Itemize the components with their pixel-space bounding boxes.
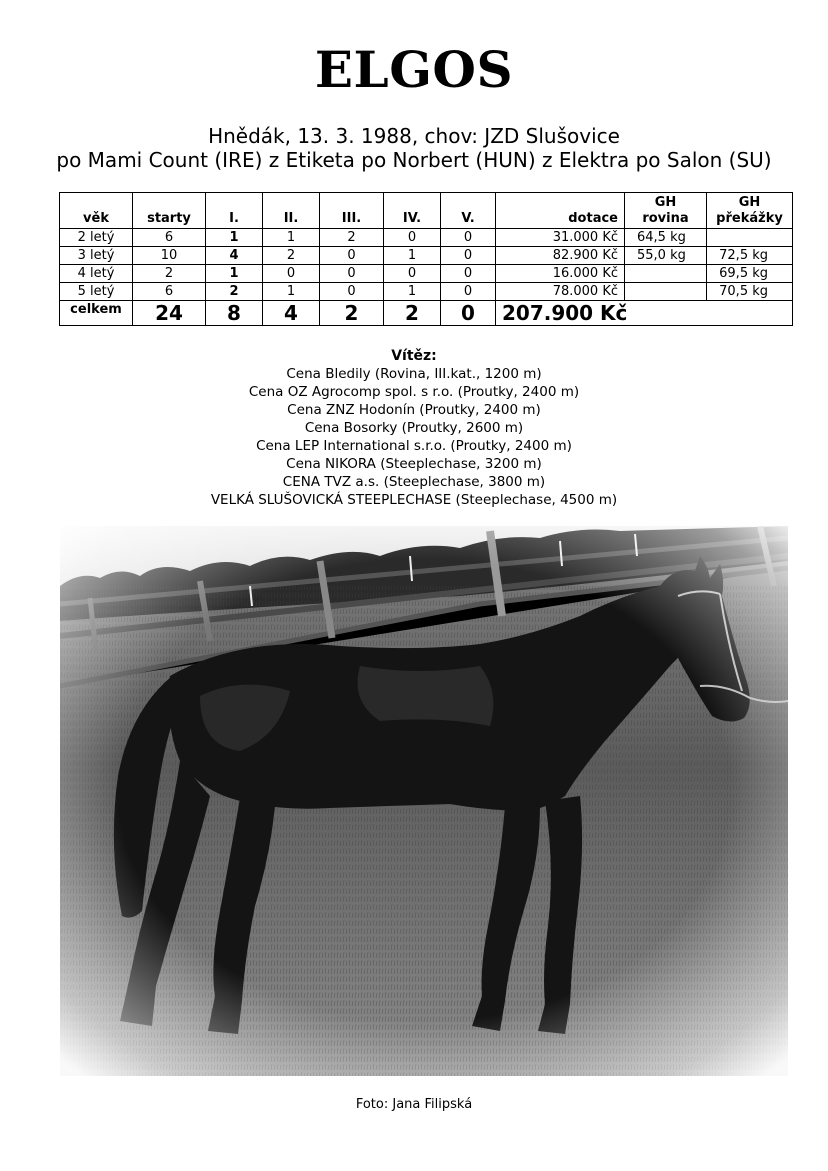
cell-age: 5 letý	[60, 283, 133, 301]
cell-prize: 78.000 Kč	[496, 283, 625, 301]
race-win: Cena Bosorky (Proutky, 2600 m)	[304, 420, 524, 436]
winners-heading: Vítěz:	[391, 348, 437, 364]
table-header-row	[60, 193, 793, 229]
cell-gh-jump: 70,5 kg	[707, 283, 793, 301]
photo-vignette	[60, 526, 788, 1076]
race-win: Cena LEP International s.r.o. (Proutky, 2400 m)	[256, 438, 572, 454]
total-third: 2	[320, 301, 384, 326]
total-label: celkem	[60, 301, 133, 326]
cell-gh-flat	[625, 265, 707, 283]
header-fifth: V.	[441, 193, 496, 229]
table-row	[60, 265, 793, 283]
total-fifth: 0	[441, 301, 496, 326]
cell-gh-jump	[707, 229, 793, 247]
winners-section	[0, 347, 828, 509]
cell-fourth: 0	[384, 229, 441, 247]
race-win: Cena OZ Agrocomp spol. s r.o. (Proutky, 2400 m)	[248, 384, 580, 400]
cell-age: 4 letý	[60, 265, 133, 283]
cell-first: 1	[206, 229, 263, 247]
table-total-row	[60, 301, 793, 326]
header-gh-jump-line2: překážky	[716, 211, 783, 226]
header-age: věk	[60, 193, 133, 229]
header-fourth: IV.	[384, 193, 441, 229]
cell-starts: 6	[133, 229, 206, 247]
cell-gh-flat: 55,0 kg	[625, 247, 707, 265]
racing-record-table	[59, 192, 793, 326]
horse-photo	[60, 526, 788, 1076]
cell-fourth: 0	[384, 265, 441, 283]
cell-fifth: 0	[441, 247, 496, 265]
cell-second: 0	[263, 265, 320, 283]
header-gh-flat-line2: rovina	[642, 211, 689, 226]
total-second: 4	[263, 301, 320, 326]
pedigree-line: po Mami Count (IRE) z Etiketa po Norbert (HUN) z Elektra po Salon (SU)	[56, 148, 772, 172]
cell-fifth: 0	[441, 265, 496, 283]
header-gh-jump-line1: GH	[738, 195, 761, 210]
cell-gh-jump: 72,5 kg	[707, 247, 793, 265]
cell-age: 3 letý	[60, 247, 133, 265]
header-third: III.	[320, 193, 384, 229]
cell-prize: 16.000 Kč	[496, 265, 625, 283]
race-win: Cena Bledily (Rovina, III.kat., 1200 m)	[286, 366, 542, 382]
photo-credit: Foto: Jana Filipská	[355, 1097, 473, 1112]
header-gh-flat-line1: GH	[654, 195, 677, 210]
cell-third: 0	[320, 283, 384, 301]
horse-info-line: Hnědák, 13. 3. 1988, chov: JZD Slušovice	[208, 124, 620, 148]
cell-prize: 31.000 Kč	[496, 229, 625, 247]
cell-first: 4	[206, 247, 263, 265]
cell-starts: 2	[133, 265, 206, 283]
table-row	[60, 229, 793, 247]
race-win: VELKÁ SLUŠOVICKÁ STEEPLECHASE (Steeplechase, 4500 m)	[210, 492, 618, 508]
cell-first: 2	[206, 283, 263, 301]
header-gh-flat	[625, 193, 707, 229]
header-first: I.	[206, 193, 263, 229]
horse-name: ELGOS	[314, 40, 514, 99]
cell-fourth: 1	[384, 283, 441, 301]
cell-second: 1	[263, 229, 320, 247]
cell-gh-jump: 69,5 kg	[707, 265, 793, 283]
cell-prize: 82.900 Kč	[496, 247, 625, 265]
cell-third: 0	[320, 247, 384, 265]
cell-second: 1	[263, 283, 320, 301]
race-win: CENA TVZ a.s. (Steeplechase, 3800 m)	[282, 474, 546, 490]
cell-age: 2 letý	[60, 229, 133, 247]
header-gh-jump	[707, 193, 793, 229]
cell-gh-flat	[625, 283, 707, 301]
cell-starts: 10	[133, 247, 206, 265]
cell-third: 2	[320, 229, 384, 247]
header-prize: dotace	[496, 193, 625, 229]
cell-fifth: 0	[441, 283, 496, 301]
total-first: 8	[206, 301, 263, 326]
total-fourth: 2	[384, 301, 441, 326]
race-win: Cena ZNZ Hodonín (Proutky, 2400 m)	[287, 402, 541, 418]
table-row	[60, 283, 793, 301]
horse-photo-illustration	[60, 526, 788, 1076]
cell-starts: 6	[133, 283, 206, 301]
cell-first: 1	[206, 265, 263, 283]
table-row	[60, 247, 793, 265]
cell-third: 0	[320, 265, 384, 283]
cell-second: 2	[263, 247, 320, 265]
header-starts: starty	[133, 193, 206, 229]
cell-fifth: 0	[441, 229, 496, 247]
cell-fourth: 1	[384, 247, 441, 265]
total-prize: 207.900 Kč	[496, 301, 793, 326]
header-second: II.	[263, 193, 320, 229]
race-win: Cena NIKORA (Steeplechase, 3200 m)	[286, 456, 542, 472]
total-starts: 24	[133, 301, 206, 326]
cell-gh-flat: 64,5 kg	[625, 229, 707, 247]
